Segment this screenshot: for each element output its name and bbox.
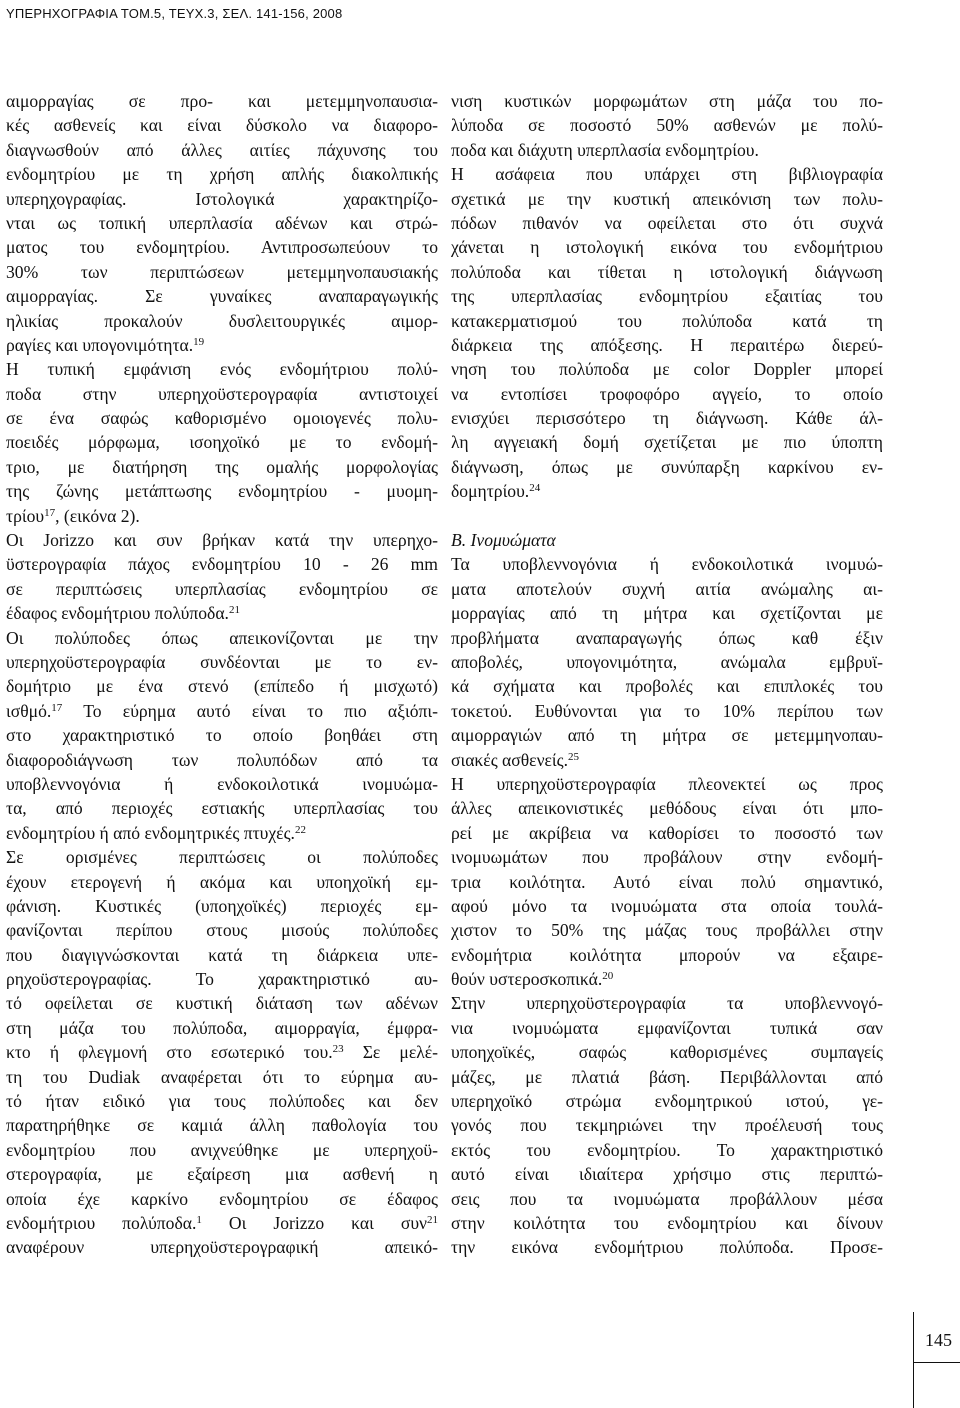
text-line-content: τριο, με διατήρηση της ομαλής μορφολογίας — [6, 456, 438, 477]
text-line — [6, 260, 438, 284]
text-line-content: ραγίες και υπογονιμότητα. — [6, 334, 194, 355]
text-line — [6, 699, 438, 723]
text-line-content: υπερηχοϊκό στρώμα ενδομητρικού ιστού, γε- — [451, 1091, 883, 1112]
text-line-content: ενδομητρίου με τη χρήση απλής διακολπικής — [6, 164, 438, 185]
text-line-content: σε ένα σαφώς καθορισμένο ομοιογενές πολυ- — [6, 408, 438, 429]
text-line-content: λύποδα σε ποσοστό 50% ασθενών με πολύ- — [451, 115, 883, 136]
text-line-content: Η τυπική εμφάνιση ενός ενδομήτριου πολύ- — [6, 359, 438, 380]
text-line-content: Η ασάφεια που υπάρχει στη βιβλιογραφία — [451, 164, 883, 185]
text-line — [6, 723, 438, 747]
text-line-content: σεις που τα ινομυώματα προβάλλουν μέσα — [451, 1188, 883, 1209]
text-line-content: ρηχοϋστερογραφίας. Το χαρακτηριστικό αυ- — [6, 969, 438, 990]
text-line — [451, 357, 883, 381]
text-line — [6, 748, 438, 772]
text-line — [6, 333, 438, 357]
text-line — [451, 626, 883, 650]
text-line-content: νια ινομυώματα εμφανίζονται τυπικά σαν — [451, 1017, 883, 1038]
citation-reference: 22 — [294, 823, 306, 836]
text-line-content: λη αγγειακή δομή σχετίζεται με πιο ύποπτη — [451, 432, 883, 453]
text-line-content: κτο ή φλεγμονή στο εσωτερικό του. — [6, 1042, 333, 1063]
text-line-content: της ζώνης μετάπτωσης ενδομητρίου - μυομη- — [6, 481, 438, 502]
text-line-content: ενδομητρίου ή από ενδομητρικές πτυχές. — [6, 822, 295, 843]
text-line — [451, 1187, 883, 1211]
text-line — [6, 89, 438, 113]
section-heading — [451, 528, 883, 552]
text-line-content: της υπερπλασίας ενδομητρίου εξαιτίας του — [451, 286, 883, 307]
text-line-content: κές ασθενείς και είναι δύσκολο να διαφορο- — [6, 115, 438, 136]
text-line — [451, 991, 883, 1015]
text-line-content: Η υπερηχοϋστερογραφία πλεονεκτεί ως προς — [451, 773, 883, 794]
text-line — [451, 967, 883, 991]
text-line-content: ποειδές μόρφωμα, ισοηχοϊκό με το ενδομή- — [6, 432, 438, 453]
citation-reference: 23 — [332, 1043, 344, 1056]
text-line-content: Οι Jorizzo και συν βρήκαν κατά την υπερηχο- — [6, 530, 438, 551]
text-line-content: πόδων πιθανόν να οφείλεται στο ότι συχνά — [451, 212, 883, 233]
text-line-content: ρεί με ακρίβεια να καθορίσει το ποσοστό των — [451, 822, 883, 843]
text-line — [6, 1016, 438, 1040]
text-line — [451, 284, 883, 308]
text-line-content: τρίου — [6, 505, 45, 526]
text-line-content: αιμορραγίας σε προ- και μετεμμηνοπαυσια- — [6, 91, 438, 111]
text-line — [6, 382, 438, 406]
text-line-content: υποβλεννογόνια ή ενδοκοιλοτικά ινομυώμα- — [6, 773, 438, 794]
text-line-content: πολύποδα και τίθεται η ιστολογική διάγνωση — [451, 261, 883, 282]
text-line — [451, 430, 883, 454]
text-line-content: εκτός του ενδομητρίου. Το χαρακτηριστικό — [451, 1139, 883, 1160]
citation-reference: 25 — [568, 750, 580, 763]
citation-reference: 24 — [529, 482, 541, 495]
text-line-content: τη του Dudiak αναφέρεται ότι το εύρημα αυ- — [6, 1066, 438, 1087]
text-line-content: Στην υπερηχοϋστερογραφία τα υποβλεννογό- — [451, 993, 883, 1014]
text-line-content: την εικόνα ενδομήτριου πολύποδα. Προσε- — [451, 1237, 883, 1258]
text-line — [451, 699, 883, 723]
text-line — [451, 748, 883, 772]
text-line-content: να εντοπίσει τροφοφόρο αγγείο, το οποίο — [451, 383, 883, 404]
text-line-content: έδαφος ενδομήτριου πολύποδα. — [6, 603, 229, 624]
text-line — [6, 577, 438, 601]
text-line — [451, 552, 883, 576]
text-line — [6, 1040, 438, 1064]
text-line-continuation: Οι Jorizzo και συν — [201, 1212, 428, 1233]
text-line — [451, 1138, 883, 1162]
text-line-content: διάγνωση, όπως με συνύπαρξη καρκίνου εν- — [451, 456, 883, 477]
text-line — [6, 235, 438, 259]
text-line — [451, 650, 883, 674]
page-number-rule-vertical — [913, 1312, 914, 1408]
text-line — [6, 796, 438, 820]
text-line — [6, 211, 438, 235]
text-line-content: τό ήταν ειδικό για τους πολύποδες και δεν — [6, 1091, 438, 1112]
text-line-content: που διαγιγνώσκονται κατά τη διάρκεια υπε- — [6, 944, 438, 965]
text-line-content: υπερηχοϋστερογραφία συνδέονται με το εν- — [6, 651, 438, 672]
text-line — [6, 1211, 438, 1235]
right-text-column — [451, 89, 883, 1260]
text-line — [6, 845, 438, 869]
text-line-content: τα, από περιοχές εστιακής υπερπλασίας του — [6, 798, 438, 819]
text-line-content: Οι πολύποδες όπως απεικονίζονται με την — [6, 627, 438, 648]
text-line — [451, 772, 883, 796]
text-line — [451, 1016, 883, 1040]
text-line-content: διάρκεια της απόξεσης. Η περαιτέρω διερεύ- — [451, 334, 883, 355]
text-line — [6, 943, 438, 967]
text-line — [6, 430, 438, 454]
text-line-content: υπερηχογραφίας. Ιστολογικά χαρακτηρίζο- — [6, 188, 438, 209]
text-line-content: ινομυωμάτων που προβάλουν στην ενδομή- — [451, 847, 883, 868]
text-line — [451, 674, 883, 698]
text-line — [451, 943, 883, 967]
text-line — [451, 1162, 883, 1186]
text-line — [451, 796, 883, 820]
text-line — [6, 1162, 438, 1186]
text-line-content: διαγνωσθούν από άλλες αιτίες πάχυνσης του — [6, 139, 438, 160]
text-line — [451, 382, 883, 406]
text-line-content: δομήτριο με ένα στενό (επίπεδο ή μισχωτό) — [6, 676, 438, 697]
citation-reference: 17 — [44, 506, 56, 519]
text-line-continuation: Το εύρημα αυτό είναι το πιο αξιόπι- — [62, 700, 438, 721]
text-line — [6, 113, 438, 137]
text-line — [6, 772, 438, 796]
citation-reference: 20 — [602, 970, 614, 983]
text-line — [6, 284, 438, 308]
text-line-content: ενισχύει περισσότερο τη διάγνωση. Κάθε άλ- — [451, 408, 883, 429]
running-head: ΥΠΕΡΗΧΟΓΡΑΦΙΑ ΤΟΜ.5, ΤΕΥΧ.3, ΣΕΛ. 141-156, 2008 — [6, 6, 343, 21]
text-line-content: Β. Ινομυώματα — [451, 530, 556, 551]
text-line — [6, 991, 438, 1015]
text-line — [451, 577, 883, 601]
text-line-content: κά σχήματα και προβολές και επιπλοκές του — [451, 676, 883, 697]
text-line-content: θούν υστεροσκοπικά. — [451, 969, 603, 990]
text-line-content: αυτό είναι ιδιαίτερα χρήσιμο στις περιπτώ- — [451, 1164, 883, 1185]
text-line — [6, 601, 438, 625]
text-line — [451, 333, 883, 357]
text-line-content: νται ως τοπική υπερπλασία αδένων και στρώ- — [6, 212, 438, 233]
text-line — [6, 1065, 438, 1089]
text-line — [6, 187, 438, 211]
text-line-content: ϋστερογραφία πάχος ενδομητρίου 10 - 26 mm — [6, 554, 438, 575]
text-line-content: χιστον το 50% της μάζας τους προβάλλει στην — [451, 920, 883, 941]
text-line — [451, 894, 883, 918]
text-line-content: στο χαρακτηριστικό το οποίο βοηθάει στη — [6, 725, 438, 746]
text-line-content: προβλήματα αναπαραγωγής όπως καθ έξιν — [451, 627, 883, 648]
citation-reference: 1 — [196, 1213, 202, 1226]
text-line-content: νιση κυστικών μορφωμάτων στη μάζα του πο- — [451, 91, 883, 111]
text-line — [6, 309, 438, 333]
text-line-content: διαφοροδιάγνωση των πολυπόδων από τα — [6, 749, 438, 770]
text-line-content: οποία έχε καρκίνο ενδομητρίου σε έδαφος — [6, 1188, 438, 1209]
text-line-content: έχουν ετερογενή ή ακόμα και υποηχοϊκή εμ- — [6, 871, 438, 892]
text-line-content: αιμορραγιών από τη μήτρα σε μετεμμηνοπαυ- — [451, 725, 883, 746]
text-line-content: μορραγίας από τη μήτρα και σχετίζονται με — [451, 603, 883, 624]
text-line-content: αφού μόνο τα ινομυώματα στα οποία τουλά- — [451, 895, 883, 916]
text-line — [451, 89, 883, 113]
citation-reference: 17 — [51, 701, 63, 714]
text-line — [451, 1040, 883, 1064]
text-line — [451, 1089, 883, 1113]
text-line-content: νηση του πολύποδα με color Doppler μπορεί — [451, 359, 883, 380]
text-line-content: τό οφείλεται σε κυστική διάταση των αδένων — [6, 993, 438, 1014]
text-line — [6, 870, 438, 894]
text-line — [6, 406, 438, 430]
text-line — [451, 723, 883, 747]
page-number: 145 — [925, 1330, 952, 1350]
text-line-content: σε περιπτώσεις υπερπλασίας ενδομητρίου σε — [6, 578, 438, 599]
text-line — [451, 479, 883, 503]
text-line-content: τρια κοιλότητα. Αυτό είναι πολύ σημαντικό, — [451, 871, 883, 892]
text-line — [451, 821, 883, 845]
text-line — [451, 918, 883, 942]
text-line-content: παρατηρήθηκε σε καμιά άλλη παθολογία του — [6, 1115, 438, 1136]
text-line — [451, 113, 883, 137]
text-line-content: σιακές ασθενείς. — [451, 749, 569, 770]
text-line-content: ποδα στην υπερηχοϋστερογραφία αντιστοιχεί — [6, 383, 438, 404]
text-line-content: ενδομήτρια κοιλότητα μπορούν να εξαιρε- — [451, 944, 883, 965]
text-line — [451, 1065, 883, 1089]
text-line — [6, 479, 438, 503]
text-line-content: χάνεται η ιστολογική εικόνα του ενδομήτριου — [451, 237, 883, 258]
text-line — [6, 894, 438, 918]
text-line — [451, 162, 883, 186]
text-line — [451, 1211, 883, 1235]
text-line-content: αναφέρουν υπερηχοϋστερογραφική απεικό- — [6, 1237, 438, 1258]
text-line — [451, 870, 883, 894]
text-line-content: ματος του ενδομητρίου. Αντιπροσωπεύουν το — [6, 237, 438, 258]
text-line — [451, 1235, 883, 1259]
text-line — [6, 674, 438, 698]
text-line-content: φανίζονται περίπου στους μισούς πολύποδες — [6, 920, 438, 941]
text-line — [451, 1113, 883, 1137]
text-line-continuation: , (εικόνα 2). — [55, 505, 140, 526]
text-line — [6, 552, 438, 576]
text-line — [451, 187, 883, 211]
text-line — [6, 1187, 438, 1211]
text-line — [6, 528, 438, 552]
text-line-content: αποβολές, υπογονιμότητα, ανώμαλα εμβρυϊ- — [451, 651, 883, 672]
text-line-content: μάζες, με πλατιά βάση. Περιβάλλονται από — [451, 1066, 883, 1087]
text-line-content: τοκετού. Ευθύνονται για το 10% περίπου των — [451, 700, 883, 721]
text-line-content: αιμορραγίας. Σε γυναίκες αναπαραγωγικής — [6, 286, 438, 307]
text-line — [6, 1138, 438, 1162]
text-line-continuation: Σε μελέ- — [343, 1042, 438, 1063]
text-line — [451, 309, 883, 333]
text-line — [451, 235, 883, 259]
text-line — [451, 504, 883, 528]
text-line — [6, 138, 438, 162]
text-line-content: άλλες απεικονιστικές μεθόδους είναι ότι μπο- — [451, 798, 883, 819]
text-line-content: Σε ορισμένες περιπτώσεις οι πολύποδες — [6, 847, 438, 868]
text-line — [6, 1113, 438, 1137]
text-line — [451, 406, 883, 430]
citation-reference: 19 — [193, 335, 205, 348]
text-line-content: σχετικά με την κυστική απεικόνιση των πολυ- — [451, 188, 883, 209]
text-line — [6, 918, 438, 942]
page-number-rule-horizontal — [913, 1362, 960, 1363]
text-line — [6, 504, 438, 528]
text-line — [6, 626, 438, 650]
text-line — [6, 1235, 438, 1259]
text-line — [451, 211, 883, 235]
text-line — [6, 1089, 438, 1113]
text-line — [6, 967, 438, 991]
text-line-content: ενδομητρίου που ανιχνεύθηκε με υπερηχοϋ- — [6, 1139, 438, 1160]
text-line-content: ηλικίας προκαλούν δυσλειτουργικές αιμορ- — [6, 310, 438, 331]
text-line-content: Τα υποβλεννογόνια ή ενδοκοιλοτικά ινομυώ- — [451, 554, 883, 575]
text-line — [6, 357, 438, 381]
text-line — [6, 162, 438, 186]
text-line — [451, 455, 883, 479]
text-line-content: 30% των περιπτώσεων μετεμμηνοπαυσιακής — [6, 261, 438, 282]
text-line — [6, 821, 438, 845]
text-line — [6, 650, 438, 674]
text-line-content: φάνιση. Κυστικές (υποηχοϊκές) περιοχές εμ- — [6, 895, 438, 916]
text-line — [451, 845, 883, 869]
text-line-content: στερογραφία, με εξαίρεση μια ασθενή η — [6, 1164, 438, 1185]
text-line-content: γονός που τεκμηριώνει την προέλευσή τους — [451, 1115, 883, 1136]
text-line-content: στη μάζα του πολύποδα, αιμορραγία, έμφρα- — [6, 1017, 438, 1038]
text-line — [451, 601, 883, 625]
text-line-content: υποηχοϊκές, σαφώς καθορισμένες συμπαγείς — [451, 1042, 883, 1063]
text-line-content: ενδομήτριου πολύποδα. — [6, 1212, 197, 1233]
text-line-content: στην κοιλότητα του ενδομητρίου και δίνουν — [451, 1212, 883, 1233]
text-line — [451, 138, 883, 162]
text-line-content: ισθμό. — [6, 700, 52, 721]
citation-reference: 21 — [228, 604, 240, 617]
text-line-content: κατακερματισμού του πολύποδα κατά τη — [451, 310, 883, 331]
text-line-content: δομητρίου. — [451, 481, 530, 502]
text-line-content: ματα αποτελούν συχνή αιτία ανώμαλης αι- — [451, 578, 883, 599]
text-line — [451, 260, 883, 284]
text-line — [6, 455, 438, 479]
text-line-content: ποδα και διάχυτη υπερπλασία ενδομητρίου. — [451, 139, 759, 160]
citation-reference: 21 — [427, 1213, 438, 1226]
left-text-column — [6, 89, 438, 1260]
